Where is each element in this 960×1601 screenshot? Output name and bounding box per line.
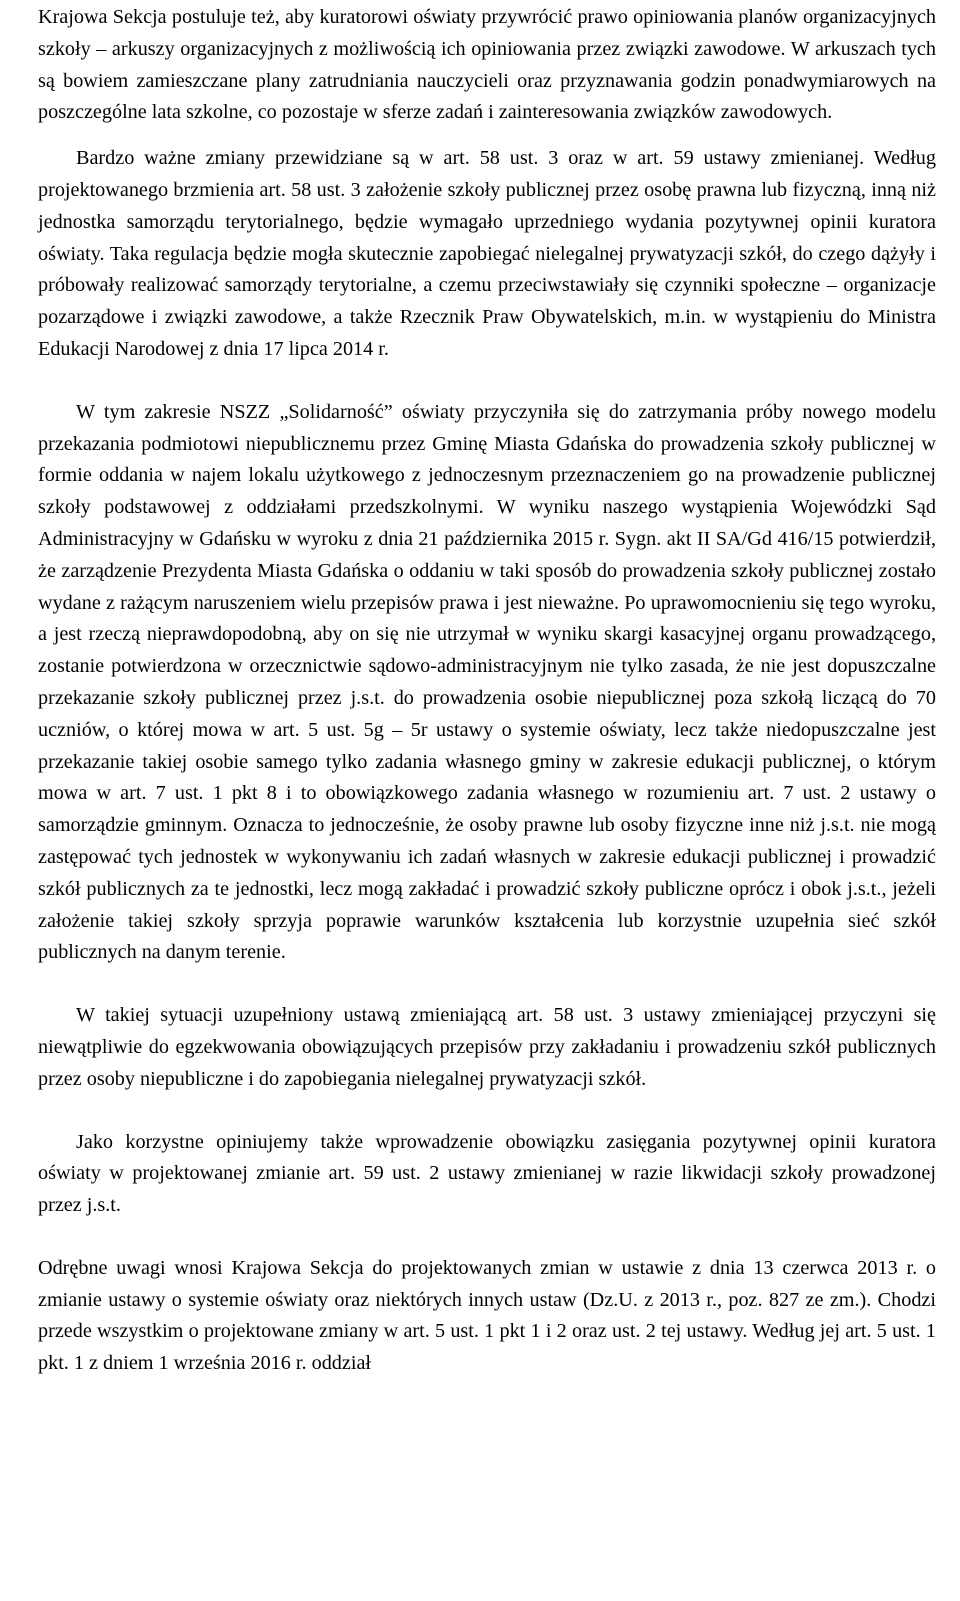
paragraph-odrebne-uwagi: Odrębne uwagi wnosi Krajowa Sekcja do projektowanych zmian w ustawie z dnia 13 czerwca 2013 r. o zmianie ustawy o systemie oświaty oraz niektórych innych ustaw (Dz.U. z 2013 r., poz. 827 ze zm.). Chodzi przede wszystkim o projektowane zmiany w art. 5 ust. 1 pkt 1 i 2 oraz ust. 2 tej ustawy. Według jej art. 5 ust. 1 pkt. 1 z dniem 1 września 2016 r. oddział — [38, 1256, 936, 1375]
paragraph-opiniowanie-arkuszy: Krajowa Sekcja postuluje też, aby kuratorowi oświaty przywrócić prawo opiniowania planów organizacyjnych szkoły – arkuszy organizacyjnych z możliwością ich opiniowania przez związki zawodowe. W arkuszach tych są bowiem zamieszczane plany zatrudniania nauczycieli oraz przyznawania godzin ponadwymiarowych na poszczególne lata szkolne, co pozostaje w sferze zadań i zainteresowania związków zawodowych. — [38, 6, 936, 124]
paragraph-opinia-kuratora: Jako korzystne opiniujemy także wprowadzenie obowiązku zasięgania pozytywnej opinii kuratora oświaty w projektowanej zmianie art. 59 ust. 2 ustawy zmienianej w razie likwidacji szkoły prowadzonej przez j.s.t. — [38, 1130, 936, 1217]
document-body — [38, 2, 936, 1380]
paragraph-solidarnosc-gdansk: W tym zakresie NSZZ „Solidarność” oświaty przyczyniła się do zatrzymania próby nowego modelu przekazania podmiotowi niepublicznemu przez Gminę Miasta Gdańska do prowadzenia szkoły publicznej w formie oddania w najem lokalu użytkowego z jednoczesnym przeznaczeniem go na prowadzenie publicznej szkoły podstawowej z oddziałami przedszkolnymi. W wyniku naszego wystąpienia Wojewódzki Sąd Administracyjny w Gdańsku w wyroku z dnia 21 października 2015 r. Sygn. akt II SA/Gd 416/15 potwierdził, że zarządzenie Prezydenta Miasta Gdańska o oddaniu w taki sposób do prowadzenia szkoły publicznej zostało wydane z rażącym naruszeniem wielu przepisów prawa i jest nieważne. Po uprawomocnieniu się tego wyroku, a jest rzeczą nieprawdopodobną, aby on się nie utrzymał w wyniku skargi kasacyjnej organu prowadzącego, zostanie potwierdzona w orzecznictwie sądowo-administracyjnym nie tylko zasada, że nie jest dopuszczalne przekazanie szkoły publicznej przez j.s.t. do prowadzenia osobie niepublicznej poza szkołą liczącą do 70 uczniów, o której mowa w art. 5 ust. 5g – 5r ustawy o systemie oświaty, lecz także niedopuszczalne jest przekazanie takiej osobie samego tylko zadania własnego gminy w zakresie edukacji publicznej, o którym mowa w art. 7 ust. 1 pkt 8 i to obowiązkowego zadania własnego w rozumieniu art. 7 ust. 2 ustawy o samorządzie gminnym. Oznacza to jednocześnie, że osoby prawne lub osoby fizyczne inne niż j.s.t. nie mogą zastępować tych jednostek w wykonywaniu ich zadań własnych w zakresie edukacji publicznej i prowadzić szkół publicznych za te jednostki, lecz mogą zakładać i prowadzić szkoły publiczne oprócz i obok j.s.t., jeżeli założenie takiej szkoły sprzyja poprawie warunków kształcenia lub korzystnie uzupełnia sieć szkół publicznych na danym terenie. — [38, 400, 936, 964]
paragraph-uzupelnienie-ustawy: W takiej sytuacji uzupełniony ustawą zmieniającą art. 58 ust. 3 ustawy zmieniającej przyczyni się niewątpliwie do egzekwowania obowiązujących przepisów przy zakładaniu i prowadzeniu szkół publicznych przez osoby niepubliczne i do zapobiegania nielegalnej prywatyzacji szkół. — [38, 1004, 936, 1090]
paragraph-zmiany-art-58-59: Bardzo ważne zmiany przewidziane są w art. 58 ust. 3 oraz w art. 59 ustawy zmienianej. Według projektowanego brzmienia art. 58 ust. 3 założenie szkoły publicznej przez osobę prawna lub fizyczną, inną niż jednostka samorządu terytorialnego, będzie wymagało uprzedniego wydania pozytywnej opinii kuratora oświaty. Taka regulacja będzie mogła skutecznie zapobiegać nielegalnej prywatyzacji szkół, do czego dążyły i próbowały realizować samorządy terytorialne, a czemu przeciwstawiały się czynniki społeczne – organizacje pozarządowe i związki zawodowe, a także Rzecznik Praw Obywatelskich, m.in. w wystąpieniu do Ministra Edukacji Narodowej z dnia 17 lipca 2014 r. — [38, 147, 936, 360]
